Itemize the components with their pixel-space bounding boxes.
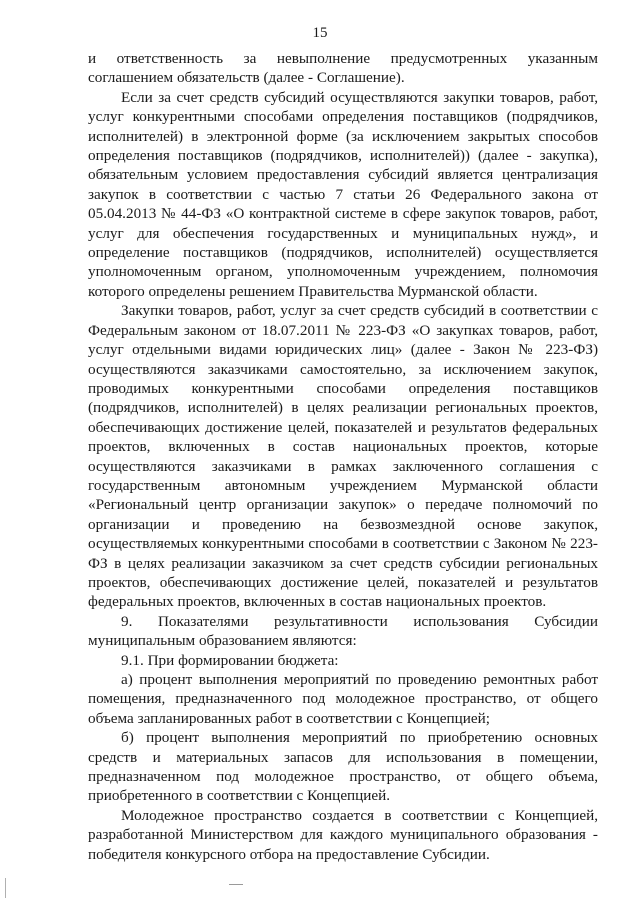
page-number: 15 [312,25,328,41]
paragraph-youth-space: Молодежное пространство создается в соответствии с Концепцией, разработанной Министерством для каждого муниципального образования - победителя конкурсного отбора на предоставление Субсидии. [88,806,598,863]
paragraph-procurement-44fz: Если за счет средств субсидий осуществляются закупки товаров, работ, услуг конкурентными способами определения поставщиков (подрядчиков, исполнителей) в электронной форме (за исключением закрытых способов определения поставщиков (подрядчиков, исполнителей)) (далее - закупка), обязательным условием предоставления субсидий является централизация закупок в соответствии с частью 7 статьи 26 Федерального закона от 05.04.2013 № 44-ФЗ «О контрактной системе в сфере закупок товаров, работ, услуг для обеспечения государственных и муниципальных нужд», и определение поставщиков (подрядчиков, исполнителей) осуществляется уполномоченным органом, уполномоченным учреждением, полномочия которого определены решением Правительства Мурманской области. [88,88,598,300]
document-body [88,49,598,864]
paragraph-section-9-1: 9.1. При формировании бюджета: [121,651,339,669]
paragraph-procurement-223fz: Закупки товаров, работ, услуг за счет средств субсидий в соответствии с Федеральным законом от 18.07.2011 № 223-ФЗ «О закупках товаров, работ, услуг отдельными видами юридических лиц» (далее - Закон № 223-ФЗ) осуществляются заказчиками самостоятельно, за исключением закупок, проводимых конкурентными способами определения поставщиков (подрядчиков, исполнителей) в целях реализации региональных проектов, обеспечивающих достижение целей, показателей и результатов федеральных проектов, включенных в состав национальных проектов, которые осуществляются заказчиками в рамках заключенного соглашения с государственным автономным учреждением Мурманской области «Региональный центр организации закупок» о передаче полномочий по организации и проведению на безвозмездной основе закупок, осуществляемых конкурентными способами в соответствии с Законом № 223-ФЗ в целях реализации заказчиком за счет средств субсидии региональных проектов, обеспечивающих достижение целей, показателей и результатов федеральных проектов, включенных в состав национальных проектов. [88,302,598,611]
scan-mark [229,884,243,885]
paragraph-item-b: б) процент выполнения мероприятий по приобретению основных средств и материальных запасов для использования в помещении, предназначенном под молодежное пространство, от общего объема, приобретенного в соответствии с Концепцией. [88,729,598,805]
scan-edge-mark [5,878,6,898]
paragraph-continuation: и ответственность за невыполнение предусмотренных указанным соглашением обязательств (далее - Соглашение). [88,50,598,87]
paragraph-section-9: 9. Показателями результативности использования Субсидии муниципальным образованием являются: [88,612,598,650]
paragraph-item-a: а) процент выполнения мероприятий по проведению ремонтных работ помещения, предназначенного под молодежное пространство, от общего объема запланированных работ в соответствии с Концепцией; [88,671,598,727]
